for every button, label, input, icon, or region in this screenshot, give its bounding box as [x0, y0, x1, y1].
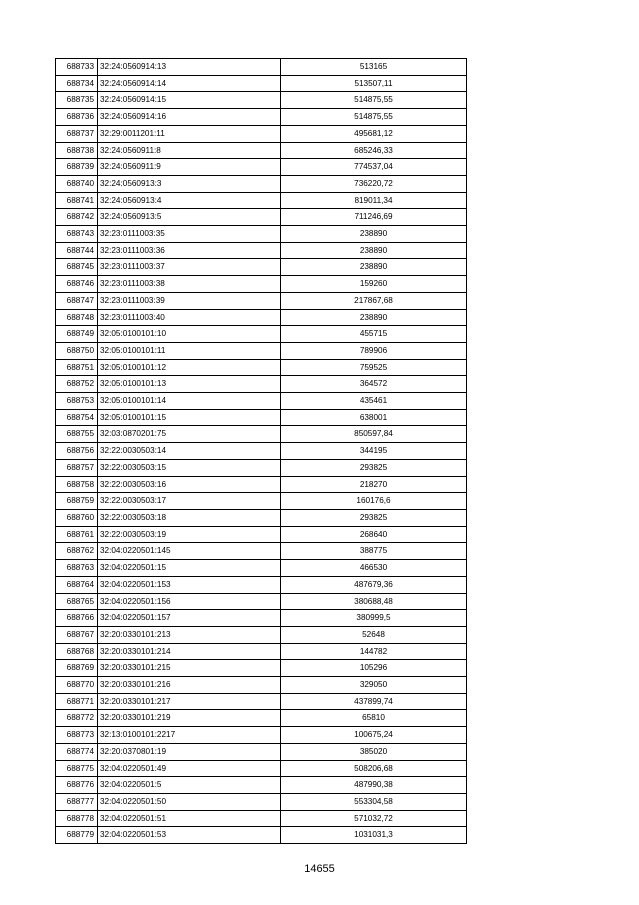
row-number-cell: 688769	[56, 660, 98, 677]
row-number-cell: 688757	[56, 459, 98, 476]
table-row	[56, 793, 467, 810]
row-number-cell: 688773	[56, 727, 98, 744]
cadastral-number-cell: 32:24:0560911:8	[98, 142, 281, 159]
table-row	[56, 192, 467, 209]
cadastral-number-cell: 32:20:0330101:217	[98, 693, 281, 710]
cadastral-value-cell: 495681,12	[281, 125, 467, 142]
row-number-cell: 688758	[56, 476, 98, 493]
cadastral-number-cell: 32:13:0100101:2217	[98, 727, 281, 744]
row-number-cell: 688739	[56, 159, 98, 176]
cadastral-value-cell: 159260	[281, 276, 467, 293]
cadastral-value-cell: 513165	[281, 59, 467, 76]
cadastral-number-cell: 32:24:0560914:16	[98, 109, 281, 126]
table-row	[56, 242, 467, 259]
table-row	[56, 610, 467, 627]
cadastral-number-cell: 32:24:0560914:14	[98, 75, 281, 92]
cadastral-value-cell: 238890	[281, 309, 467, 326]
table-row	[56, 810, 467, 827]
row-number-cell: 688760	[56, 509, 98, 526]
cadastral-number-cell: 32:22:0030503:17	[98, 493, 281, 510]
row-number-cell: 688733	[56, 59, 98, 76]
row-number-cell: 688743	[56, 226, 98, 243]
row-number-cell: 688774	[56, 743, 98, 760]
cadastral-value-cell: 711246,69	[281, 209, 467, 226]
cadastral-number-cell: 32:04:0220501:53	[98, 827, 281, 844]
cadastral-number-cell: 32:20:0330101:215	[98, 660, 281, 677]
cadastral-value-cell: 638001	[281, 409, 467, 426]
row-number-cell: 688764	[56, 576, 98, 593]
cadastral-value-cell: 487990,38	[281, 777, 467, 794]
cadastral-value-cell: 160176,6	[281, 493, 467, 510]
cadastral-value-cell: 514875,55	[281, 109, 467, 126]
table-row	[56, 509, 467, 526]
cadastral-number-cell: 32:20:0370801:19	[98, 743, 281, 760]
cadastral-number-cell: 32:04:0220501:50	[98, 793, 281, 810]
row-number-cell: 688740	[56, 175, 98, 192]
table-row	[56, 125, 467, 142]
cadastral-value-cell: 789906	[281, 342, 467, 359]
cadastral-number-cell: 32:23:0111003:39	[98, 292, 281, 309]
cadastral-number-cell: 32:20:0330101:214	[98, 643, 281, 660]
table-row	[56, 376, 467, 393]
row-number-cell: 688751	[56, 359, 98, 376]
table-row	[56, 142, 467, 159]
table-row	[56, 743, 467, 760]
table-row	[56, 576, 467, 593]
cadastral-value-cell: 774537,04	[281, 159, 467, 176]
cadastral-number-cell: 32:23:0111003:38	[98, 276, 281, 293]
cadastral-number-cell: 32:22:0030503:16	[98, 476, 281, 493]
cadastral-number-cell: 32:23:0111003:36	[98, 242, 281, 259]
cadastral-value-cell: 238890	[281, 226, 467, 243]
table-row	[56, 543, 467, 560]
row-number-cell: 688772	[56, 710, 98, 727]
cadastral-number-cell: 32:05:0100101:15	[98, 409, 281, 426]
cadastral-value-cell: 819011,34	[281, 192, 467, 209]
table-row	[56, 75, 467, 92]
row-number-cell: 688763	[56, 560, 98, 577]
cadastral-number-cell: 32:22:0030503:19	[98, 526, 281, 543]
row-number-cell: 688738	[56, 142, 98, 159]
cadastral-number-cell: 32:24:0560914:13	[98, 59, 281, 76]
cadastral-value-cell: 508206,68	[281, 760, 467, 777]
row-number-cell: 688762	[56, 543, 98, 560]
table-row	[56, 777, 467, 794]
cadastral-number-cell: 32:04:0220501:51	[98, 810, 281, 827]
cadastral-number-cell: 32:04:0220501:153	[98, 576, 281, 593]
cadastral-number-cell: 32:24:0560914:15	[98, 92, 281, 109]
cadastral-number-cell: 32:22:0030503:14	[98, 443, 281, 460]
row-number-cell: 688779	[56, 827, 98, 844]
cadastral-number-cell: 32:22:0030503:18	[98, 509, 281, 526]
cadastral-value-cell: 388775	[281, 543, 467, 560]
cadastral-value-cell: 238890	[281, 242, 467, 259]
cadastral-number-cell: 32:04:0220501:5	[98, 777, 281, 794]
table-row	[56, 326, 467, 343]
table-row	[56, 209, 467, 226]
row-number-cell: 688777	[56, 793, 98, 810]
cadastral-number-cell: 32:03:0870201:75	[98, 426, 281, 443]
row-number-cell: 688754	[56, 409, 98, 426]
cadastral-number-cell: 32:29:0011201:11	[98, 125, 281, 142]
table-row	[56, 159, 467, 176]
cadastral-value-cell: 1031031,3	[281, 827, 467, 844]
row-number-cell: 688766	[56, 610, 98, 627]
cadastral-value-cell: 100675,24	[281, 727, 467, 744]
table-row	[56, 677, 467, 694]
table-row	[56, 226, 467, 243]
table-row	[56, 59, 467, 76]
table-row	[56, 727, 467, 744]
cadastral-value-cell: 217867,68	[281, 292, 467, 309]
table-row	[56, 292, 467, 309]
cadastral-value-cell: 435461	[281, 393, 467, 410]
table-row	[56, 175, 467, 192]
cadastral-number-cell: 32:23:0111003:37	[98, 259, 281, 276]
row-number-cell: 688741	[56, 192, 98, 209]
cadastral-value-cell: 437899,74	[281, 693, 467, 710]
row-number-cell: 688756	[56, 443, 98, 460]
table-row	[56, 827, 467, 844]
cadastral-number-cell: 32:05:0100101:13	[98, 376, 281, 393]
table-row	[56, 693, 467, 710]
table-body	[56, 59, 467, 844]
row-number-cell: 688752	[56, 376, 98, 393]
cadastral-value-cell: 513507,11	[281, 75, 467, 92]
row-number-cell: 688776	[56, 777, 98, 794]
cadastral-value-cell: 105296	[281, 660, 467, 677]
cadastral-value-cell: 514875,55	[281, 92, 467, 109]
row-number-cell: 688746	[56, 276, 98, 293]
cadastral-value-cell: 553304,58	[281, 793, 467, 810]
cadastral-number-cell: 32:04:0220501:156	[98, 593, 281, 610]
cadastral-value-cell: 385020	[281, 743, 467, 760]
table-row	[56, 426, 467, 443]
row-number-cell: 688765	[56, 593, 98, 610]
row-number-cell: 688734	[56, 75, 98, 92]
table-row	[56, 359, 467, 376]
row-number-cell: 688755	[56, 426, 98, 443]
cadastral-value-cell: 850597,84	[281, 426, 467, 443]
row-number-cell: 688768	[56, 643, 98, 660]
row-number-cell: 688778	[56, 810, 98, 827]
table-row	[56, 459, 467, 476]
cadastral-value-cell: 293825	[281, 459, 467, 476]
row-number-cell: 688747	[56, 292, 98, 309]
row-number-cell: 688750	[56, 342, 98, 359]
table-row	[56, 626, 467, 643]
cadastral-value-cell: 736220,72	[281, 175, 467, 192]
row-number-cell: 688761	[56, 526, 98, 543]
row-number-cell: 688775	[56, 760, 98, 777]
cadastral-value-cell: 380688,48	[281, 593, 467, 610]
cadastral-value-cell: 759525	[281, 359, 467, 376]
cadastral-number-cell: 32:05:0100101:10	[98, 326, 281, 343]
table-row	[56, 476, 467, 493]
table-row	[56, 409, 467, 426]
table-row	[56, 342, 467, 359]
cadastral-value-cell: 218270	[281, 476, 467, 493]
cadastral-number-cell: 32:05:0100101:12	[98, 359, 281, 376]
table-row	[56, 493, 467, 510]
table-row	[56, 109, 467, 126]
cadastral-value-cell: 293825	[281, 509, 467, 526]
table-row	[56, 393, 467, 410]
cadastral-value-cell: 364572	[281, 376, 467, 393]
cadastral-value-cell: 238890	[281, 259, 467, 276]
table-row	[56, 259, 467, 276]
cadastral-number-cell: 32:24:0560913:5	[98, 209, 281, 226]
table-row	[56, 593, 467, 610]
cadastral-number-cell: 32:04:0220501:15	[98, 560, 281, 577]
row-number-cell: 688742	[56, 209, 98, 226]
cadastral-value-cell: 571032,72	[281, 810, 467, 827]
row-number-cell: 688745	[56, 259, 98, 276]
cadastral-number-cell: 32:04:0220501:157	[98, 610, 281, 627]
table-row	[56, 660, 467, 677]
table-row	[56, 560, 467, 577]
table-row	[56, 526, 467, 543]
cadastral-number-cell: 32:23:0111003:35	[98, 226, 281, 243]
cadastral-number-cell: 32:20:0330101:216	[98, 677, 281, 694]
row-number-cell: 688753	[56, 393, 98, 410]
cadastral-value-cell: 268640	[281, 526, 467, 543]
row-number-cell: 688749	[56, 326, 98, 343]
row-number-cell: 688771	[56, 693, 98, 710]
cadastral-number-cell: 32:05:0100101:11	[98, 342, 281, 359]
cadastral-value-cell: 52648	[281, 626, 467, 643]
cadastral-value-cell: 466530	[281, 560, 467, 577]
table-row	[56, 710, 467, 727]
row-number-cell: 688744	[56, 242, 98, 259]
cadastral-number-cell: 32:22:0030503:15	[98, 459, 281, 476]
cadastral-value-cell: 329050	[281, 677, 467, 694]
cadastral-value-cell: 144782	[281, 643, 467, 660]
row-number-cell: 688737	[56, 125, 98, 142]
row-number-cell: 688767	[56, 626, 98, 643]
table-row	[56, 92, 467, 109]
cadastral-value-cell: 487679,36	[281, 576, 467, 593]
cadastral-value-cell: 344195	[281, 443, 467, 460]
cadastral-value-cell: 685246,33	[281, 142, 467, 159]
cadastral-number-cell: 32:04:0220501:145	[98, 543, 281, 560]
table-row	[56, 309, 467, 326]
cadastral-number-cell: 32:20:0330101:219	[98, 710, 281, 727]
cadastral-value-cell: 380999,5	[281, 610, 467, 627]
row-number-cell: 688770	[56, 677, 98, 694]
row-number-cell: 688736	[56, 109, 98, 126]
cadastral-value-cell: 65810	[281, 710, 467, 727]
table-row	[56, 760, 467, 777]
table-row	[56, 276, 467, 293]
row-number-cell: 688759	[56, 493, 98, 510]
cadastral-number-cell: 32:24:0560911:9	[98, 159, 281, 176]
cadastral-number-cell: 32:24:0560913:3	[98, 175, 281, 192]
cadastral-number-cell: 32:23:0111003:40	[98, 309, 281, 326]
cadastral-value-table	[55, 58, 467, 844]
cadastral-number-cell: 32:05:0100101:14	[98, 393, 281, 410]
table-row	[56, 443, 467, 460]
page-number: 14655	[304, 863, 335, 875]
cadastral-value-cell: 455715	[281, 326, 467, 343]
cadastral-number-cell: 32:04:0220501:49	[98, 760, 281, 777]
cadastral-number-cell: 32:24:0560913:4	[98, 192, 281, 209]
cadastral-number-cell: 32:20:0330101:213	[98, 626, 281, 643]
row-number-cell: 688735	[56, 92, 98, 109]
table-row	[56, 643, 467, 660]
row-number-cell: 688748	[56, 309, 98, 326]
